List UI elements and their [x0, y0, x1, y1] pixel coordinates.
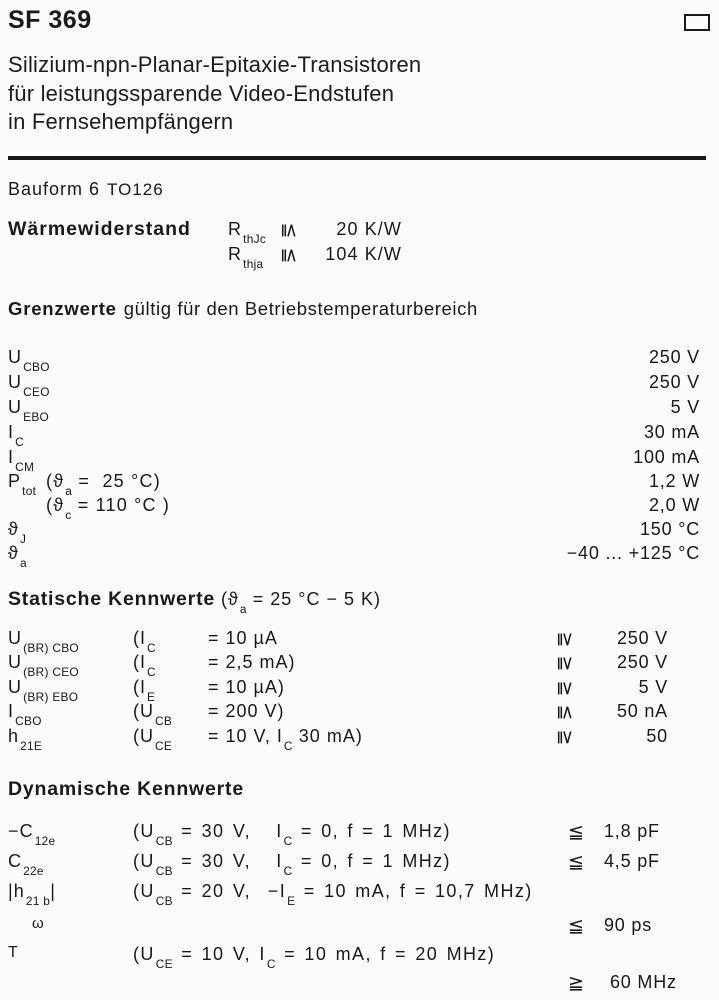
dynamic-row [0, 851, 719, 878]
parameter-value: 5 V [670, 397, 700, 417]
horizontal-divider [8, 156, 706, 160]
parameter-value: 100 mA [633, 447, 700, 467]
parameter-conditions: ($U_{CE} = 10$ V, $I_C = 10$ mA, f = 20 MHz) [133, 944, 496, 971]
relation-symbol [568, 972, 584, 995]
condition-symbol: ($I_C$ [133, 652, 156, 679]
static-row [0, 701, 719, 728]
condition-symbol: ($I_C$ [133, 628, 156, 655]
condition-value: = 10 V, $I_C$ 30 mA) [208, 726, 363, 753]
parameter-value: 150 °C [639, 519, 700, 539]
parameter-value: 30 mA [643, 422, 700, 442]
description-line: in Fernsehempfängern [8, 109, 234, 134]
less-equal-sign: ≦ [278, 247, 300, 264]
limits-heading-bold: Grenzwerte [8, 298, 117, 319]
greater-equal-sign: ≧ [554, 729, 576, 746]
parameter-symbol: $C_{22e}$ [8, 851, 44, 878]
less-equal-sign: ≦ [568, 916, 584, 937]
thermal-section-heading: Wärmewiderstand [8, 218, 191, 240]
limit-row [0, 347, 719, 374]
limit-row [0, 372, 719, 399]
description-line: Silizium-npn-Planar-Epitaxie-Transistoren [8, 52, 422, 77]
parameter-symbol: $U_{CEO}$ [8, 372, 50, 399]
limit-row [0, 519, 719, 546]
parameter-value: 50 nA [616, 701, 668, 721]
condition-symbol: ($U_{CE}$ [133, 726, 173, 753]
parameter-symbol: $I_C$ [8, 422, 24, 449]
static-heading-conditions: ($ϑ_a = 25$ °C − 5 K) [221, 589, 382, 616]
parameter-value: 50 [646, 726, 668, 746]
dynamic-row [0, 972, 719, 995]
parameter-conditions: ($ϑ_c = 110$ °C ) [46, 495, 171, 522]
parameter-value: 250 V [648, 347, 700, 367]
parameter-symbol: $U_{(BR) CBO}$ [8, 628, 79, 655]
parameter-value: 104 K/W [325, 244, 402, 264]
limit-row [0, 422, 719, 449]
parameter-value: 20 K/W [336, 219, 402, 239]
parameter-conditions: ($U_{CB} = 30$ V, $I_C = 0$, f = 1 MHz) [133, 821, 451, 848]
limit-row [0, 447, 719, 474]
parameter-symbol: $P_{tot}$ [8, 471, 37, 498]
parameter-symbol: T [8, 944, 19, 961]
package-label: Bauform 6 [8, 179, 101, 199]
thermal-row [0, 244, 719, 271]
less-equal-sign: ≦ [278, 222, 300, 239]
limits-section-heading [8, 298, 478, 320]
parameter-value: 1,2 W [648, 471, 700, 491]
parameter-symbol: $R_{thJc}$ [228, 219, 267, 246]
relation-symbol [568, 851, 584, 874]
condition-symbol: ($U_{CB}$ [133, 701, 173, 728]
limit-row [0, 543, 719, 570]
package-type: TO126 [107, 180, 164, 199]
parameter-value: 60 MHz [610, 972, 677, 992]
relation-symbol [278, 244, 300, 267]
parameter-symbol: $I_{CBO}$ [8, 701, 42, 728]
static-row [0, 628, 719, 655]
limit-row [0, 471, 719, 498]
static-row [0, 726, 719, 753]
static-heading-text: Statische Kennwerte [8, 588, 216, 610]
parameter-value: 5 V [638, 677, 668, 697]
less-equal-sign: ≦ [568, 852, 584, 873]
less-equal-sign: ≦ [554, 704, 576, 721]
relation-symbol [568, 915, 584, 938]
static-row [0, 652, 719, 679]
parameter-symbol: ω [32, 915, 45, 932]
part-number: SF 369 [8, 6, 92, 34]
parameter-symbol: $U_{(BR) EBO}$ [8, 677, 79, 704]
parameter-value: 4,5 pF [604, 851, 660, 871]
condition-value: = 2,5 mA) [208, 652, 296, 672]
parameter-value: 2,0 W [648, 495, 700, 515]
condition-value: = 10 µA) [208, 677, 285, 697]
limit-row [0, 397, 719, 424]
parameter-symbol: $U_{(BR) CEO}$ [8, 652, 79, 679]
condition-value: = 10 µA [208, 628, 278, 648]
parameter-value: −40 ... +125 °C [566, 543, 700, 563]
parameter-symbol: $|h_{21 b}|$ [8, 881, 56, 908]
parameter-conditions: ($U_{CB} = 30$ V, $I_C = 0$, f = 1 MHz) [133, 851, 451, 878]
parameter-symbol: $ϑ_a$ [8, 543, 27, 570]
parameter-symbol: $ϑ_J$ [8, 519, 27, 546]
limit-row [0, 495, 719, 522]
parameter-conditions: ($ϑ_a = 25$ °C) [46, 471, 161, 498]
corner-rectangle-icon [684, 14, 710, 31]
parameter-symbol: $R_{thja}$ [228, 244, 264, 271]
description-line: für leistungssparende Video-Endstufen [8, 80, 395, 106]
thermal-row [0, 219, 719, 246]
condition-value: = 200 V) [208, 701, 285, 721]
parameter-symbol: $U_{CBO}$ [8, 347, 50, 374]
relation-symbol [568, 821, 584, 844]
static-section-heading [8, 588, 382, 616]
less-equal-sign: ≦ [568, 822, 584, 843]
relation-symbol [554, 628, 576, 651]
parameter-symbol: $h_{21E}$ [8, 726, 43, 753]
greater-equal-sign: ≧ [554, 631, 576, 648]
parameter-value: 1,8 pF [604, 821, 660, 841]
parameter-conditions: ($U_{CB} = 20$ V, $-I_E = 10$ mA, f = 10,7 MHz) [133, 881, 533, 908]
condition-symbol: ($I_E$ [133, 677, 156, 704]
limits-heading-rest: gültig für den Betriebstemperaturbereich [123, 298, 478, 319]
parameter-value: 90 ps [604, 915, 653, 935]
greater-equal-sign: ≧ [554, 655, 576, 672]
parameter-value: 250 V [616, 628, 668, 648]
dynamic-section-heading: Dynamische Kennwerte [8, 778, 244, 800]
greater-equal-sign: ≧ [554, 680, 576, 697]
device-description [8, 51, 421, 137]
dynamic-row [0, 881, 719, 908]
relation-symbol [554, 726, 576, 749]
greater-equal-sign: ≧ [568, 973, 584, 994]
parameter-symbol: $U_{EBO}$ [8, 397, 50, 424]
relation-symbol [554, 677, 576, 700]
relation-symbol [278, 219, 300, 242]
relation-symbol [554, 701, 576, 724]
dynamic-row [0, 915, 719, 938]
dynamic-row [0, 821, 719, 848]
relation-symbol [554, 652, 576, 675]
parameter-value: 250 V [648, 372, 700, 392]
parameter-symbol: $-C_{12e}$ [8, 821, 56, 848]
dynamic-row [0, 944, 719, 971]
parameter-symbol: $I_{CM}$ [8, 447, 35, 474]
parameter-value: 250 V [616, 652, 668, 672]
static-row [0, 677, 719, 704]
